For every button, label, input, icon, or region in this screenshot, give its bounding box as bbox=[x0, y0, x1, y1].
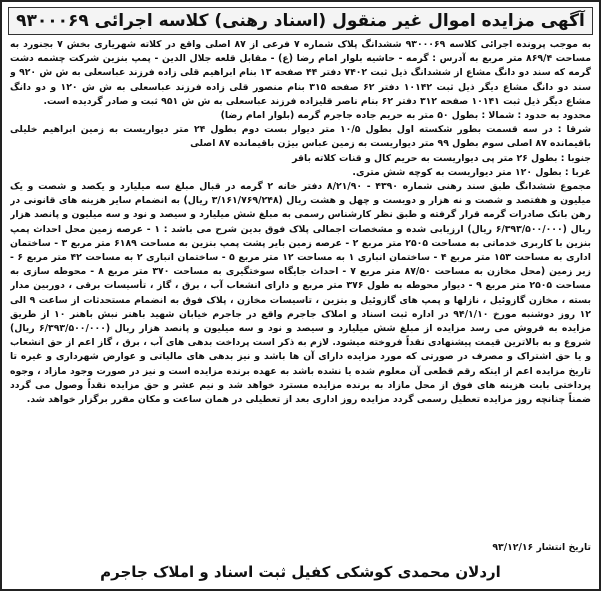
signature-line: اردلان محمدی کوشکی کفیل ثبت اسناد و املاک جاجرم bbox=[100, 563, 501, 581]
paragraph-west-boundary: غربا : بطول ۱۲۰ متر دیواریست به کوچه شش متری. bbox=[352, 166, 591, 178]
paragraph-property-description: به موجب پرونده اجرائی کلاسه ۹۳۰۰۰۶۹ ششدانگ پلاک شماره ۷ فرعی از ۸۷ اصلی واقع در کلاته شهریاری بخش ۷ بجنورد به مساحت ۸۶۹/۴ متر مربع به آدرس : گرمه - حاشیه بلوار امام رضا (ع) - مقابل قلعه جلال الدین - پمپ بنزین شرکت چشمه دشت گرمه که سند دو دانگ مشاع از ششدانگ ذیل ثبت ۷۴۰۲ دفتر ۴۴ صفحه ۱۳ بنام ابراهیم قلی زاده فرزند عباسعلی به ش ش ۹۲۰ و سند دو دانگ مشاع دیگر ذیل ثبت ۱۰۱۴۲ دفتر ۶۲ صفحه ۳۱۵ بنام منصور قلی زاده فرزند عباسعلی به ش ش ۱۲۰ و دو دانگ مشاع دیگر ذیل ثبت ۱۰۱۴۱ صفحه ۳۱۲ دفتر ۶۲ بنام ناصر قلیزاده فرزند عباسعلی به ش ش ۹۵۱ ثبت و صادر گردیده است. bbox=[10, 39, 591, 107]
paragraph-south-boundary: جنوبا : بطول ۲۶ متر پی دیواریست به حریم کال و قنات کلاته باقر bbox=[292, 152, 591, 164]
paragraph-east-boundary: شرقا : در سه قسمت بطور شکسته اول بطول ۱۰/۵ متر دیوار بست دوم بطول ۲۴ متر دیواریست به زمین ابراهیم خلیلی باقیمانده ۸۷ اصلی سوم بطول ۹۹ متر دیواریست به زمین عباس بیژن باقیمانده ۸۷ اصلی bbox=[10, 124, 591, 150]
paragraph-north-boundary: محدود به حدود : شمالا : بطول ۵۰ متر به حریم جاده جاجرم گرمه (بلوار امام رضا) bbox=[220, 110, 591, 122]
notice-title: آگهی مزایده اموال غیر منقول (اسناد رهنی) کلاسه اجرائی ۹۳۰۰۰۶۹ bbox=[16, 11, 585, 31]
title-bar bbox=[8, 7, 593, 35]
paragraph-auction-terms: مجموع ششدانگ طبق سند رهنی شماره ۴۳۹۰ - ۸/۲۱/۹۰ دفتر خانه ۲ گرمه در قبال مبلغ سه میلیارد و یکصد و شصت و یک میلیون و هفتصد و شصت و نه هزار و دویست و چهل و هشت ریال (۳/۱۶۱/۷۶۹/۲۴۸ ریال) به انضمام سایر هزینه های قانونی در رهن بانک صادرات گرمه قرار گرفته و طبق نظر کارشناس رسمی به مبلغ شش میلیارد و سیصد و نود و سه میلیون و پانصد هزار ریال (۶/۳۹۳/۵۰۰/۰۰۰ ریال) ارزیابی شده و مشخصات اجمالی پلاک فوق بدین شرح می باشد : ۱ - عرصه زمین محل احداث پمپ بنزین با کاربری خدماتی به مساحت ۲۵۰۵ متر مربع ۲ - عرصه زمین بایر پشت پمپ بنزین به مساحت ۶۱۸۹ متر مربع ۳ - ساختمان اداری به مساحت ۱۵۳ متر مربع ۴ - ساختمان انباری ۱ به مساحت ۱۲ متر مربع ۵ - ساختمان انباری ۲ به مساحت ۴۲ متر مربع ۶ - زیر زمین (محل مخازن به مساحت ۸۷/۵۰ متر مربع ۷ - احداث جایگاه سوختگیری به مساحت ۳۷۰ متر مربع ۸ - محوطه سازی به مساحت ۲۵۰۵ متر مربع ۹ - دیوار محوطه به طول ۳۷۶ متر مربع و دارای انشعاب آب ، برق ، گاز ، تأسیسات برقی ، دوربین مدار بسته ، مخازن گازوئیل ، نازلها و پمپ های گازوئیل و بنزین ، تاسیسات مخازن ، پلاک فوق به انضمام مستحدثات از ساعت ۹ الی ۱۲ روز دوشنبه مورخ ۹۴/۱/۱۰ در اداره ثبت اسناد و املاک جاجرم واقع در جاجرم خیابان شهید باهنر نبش باهنر ۱۰ از طریق مزایده به فروش می رسد مزایده از مبلغ شش میلیارد و سیصد و نود و سه میلیون و پانصد هزار ریال (۶/۳۹۳/۵۰۰/۰۰۰ ریال) شروع و به بالاترین قیمت پیشنهادی نقداً فروخته میشود. لازم به ذکر است پرداخت بدهی های آب ، برق ، گاز اعم از حق انشعاب و یا حق اشتراک و مصرف در صورتی که مورد مزایده دارای آن ها باشد و نیز بدهی های مالیاتی و عوارض شهرداری و غیره تا تاریخ مزایده اعم از اینکه رقم قطعی آن معلوم شده یا نشده باشد به عهده برنده مزایده است و نیز در صورت وجود مازاد ، وجوه پرداختی بابت هزینه های فوق از محل مازاد به برنده مزایده مسترد خواهد شد و نیم عشر و حق مزایده نقداً وصول می گردد ضمناً چنانچه روز مزایده تعطیل رسمی گردد مزایده روز اداری بعد از تعطیلی در همان ساعت و مکان مقرر برگزار خواهد شد. bbox=[10, 181, 591, 406]
notice-body bbox=[10, 38, 591, 538]
publish-date: تاریخ انتشار ۹۳/۱۲/۱۶ bbox=[492, 542, 591, 553]
